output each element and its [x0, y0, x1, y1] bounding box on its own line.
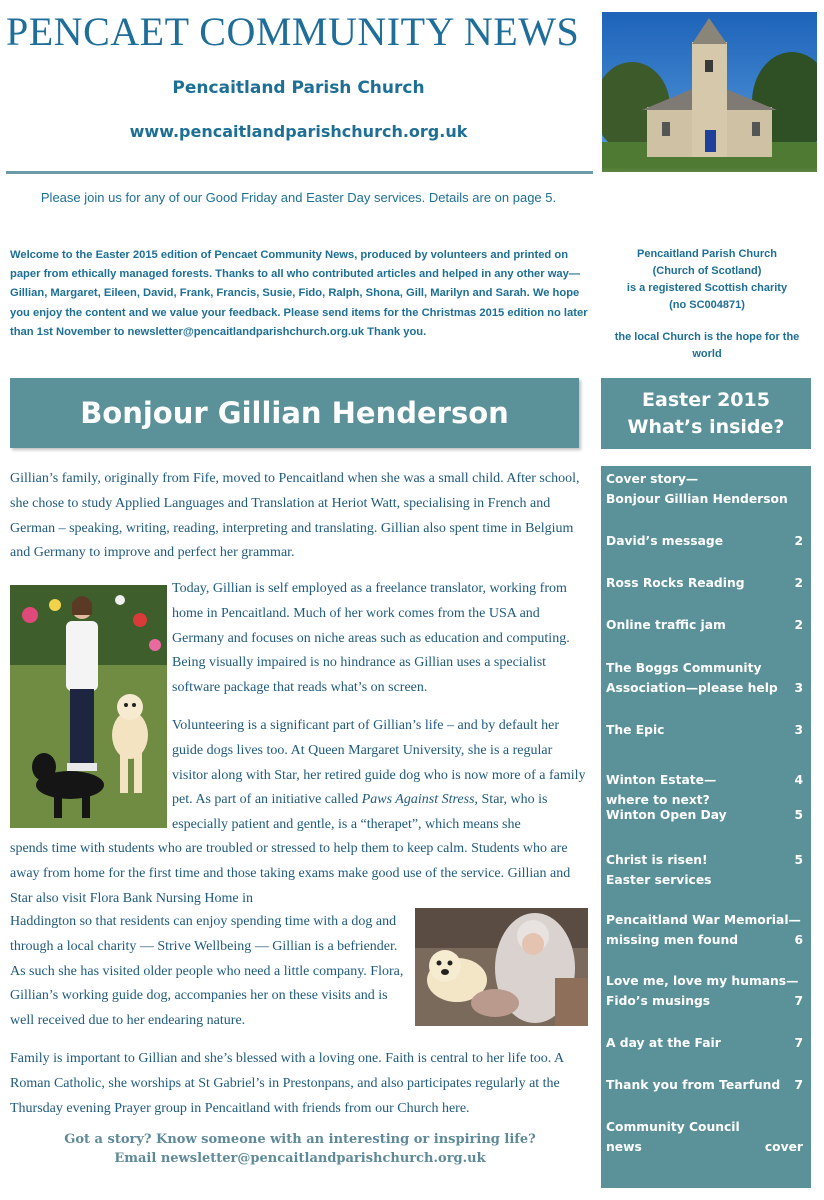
toc-item-label: David’s message: [606, 534, 724, 548]
toc-item-davids-message[interactable]: [606, 532, 803, 552]
toc-item-label: Easter services: [606, 872, 712, 887]
toc-item-cover-story[interactable]: [606, 470, 803, 509]
toc-page-number: 2: [794, 618, 803, 632]
charity-line: (no SC004871): [669, 299, 745, 311]
church-name: Pencaitland Parish Church: [172, 78, 425, 98]
toc-item-day-at-the-fair[interactable]: [606, 1034, 803, 1054]
toc-page-number: 5: [794, 808, 803, 822]
easter-notice: Please join us for any of our Good Friday and Easter Day services. Details are on page 5.: [40, 190, 557, 205]
article-headline: [10, 378, 579, 448]
charity-info: [602, 246, 812, 363]
charity-line: (Church of Scotland): [652, 265, 762, 277]
toc-item-fidos-musings[interactable]: [606, 972, 803, 1011]
website-link[interactable]: www.pencaitlandparishchurch.org.uk: [129, 122, 468, 141]
toc-item-boggs-association[interactable]: [606, 659, 803, 698]
article-paragraph: [172, 714, 588, 838]
care-home-photo: [415, 908, 588, 1026]
article-paragraph: spends time with students who are troubled or stressed to help them to keep calm. Students who are away from home for the first time and those taking exams make good use of the service. Gillian and Star also visit Flora Bank Nursing Home in: [10, 841, 571, 906]
article-paragraph: Gillian’s family, originally from Fife, moved to Pencaitland when she was a small child. After school, she chose to study Applied Languages and Translation at Heriot Watt, specialising in French and German – speaking, writing, reading, interpreting and translating. Gillian also spent time in Belgium and Germany to improve and perfect her grammar.: [10, 471, 580, 561]
initiative-name: Paws Against Stress: [361, 792, 475, 808]
article-headline-text: Bonjour Gillian Henderson: [80, 396, 509, 430]
toc-item-winton-open-day[interactable]: [606, 806, 803, 826]
church-photo: [602, 12, 817, 222]
toc-page-number: 7: [794, 1078, 803, 1092]
toc-item-online-traffic-jam[interactable]: [606, 616, 803, 636]
toc-item-label: Christ is risen!: [606, 853, 708, 867]
toc-item-label: Cover story—: [606, 472, 699, 486]
toc-item-label: Pencaitland War Memorial—: [606, 913, 801, 927]
toc-page-number: 3: [794, 680, 803, 695]
toc-item-label: A day at the Fair: [606, 1036, 721, 1050]
welcome-message: Welcome to the Easter 2015 edition of Pencaet Community News, produced by volunteers and printed on paper from ethically managed forests. Thanks to all who contributed articles and helped in any other way—Gillian, Margaret, Eileen, David, Frank, Francis, Susie, Fido, Ralph, Shona, Gill, Marilyn and Sarah. We hope you enjoy the content and we value your feedback. Please send items for the Christmas 2015 edition no later than 1st November to newsletter@pencaitlandparishchurch.org.uk Thank you.: [10, 249, 588, 338]
edition-label: Easter 2015: [642, 388, 770, 411]
toc-page-number: 6: [794, 932, 803, 947]
toc-item-label: The Epic: [606, 723, 665, 737]
toc-item-label: Bonjour Gillian Henderson: [606, 491, 788, 506]
whats-inside-header: [601, 378, 811, 449]
charity-line: Pencaitland Parish Church: [637, 248, 777, 260]
toc-item-the-epic[interactable]: [606, 721, 803, 741]
article-paragraph: Family is important to Gillian and she’s blessed with a loving one. Faith is central to her life too. A Roman Catholic, she worships at St Gabriel’s in Prestonpans, and also participates regularly at the Thursday evening Prayer group in Pencaitland with friends from our Church here.: [10, 1051, 564, 1116]
table-of-contents: [601, 466, 811, 1188]
toc-item-label: missing men found: [606, 932, 739, 947]
toc-item-winton-estate[interactable]: [606, 771, 803, 810]
whats-inside-label: What’s inside?: [627, 415, 785, 438]
toc-page-number: 2: [794, 534, 803, 548]
toc-page-number: 3: [794, 723, 803, 737]
toc-page-number: 5: [794, 853, 803, 867]
toc-item-label: Community Council: [606, 1120, 740, 1134]
toc-item-label: Love me, love my humans—: [606, 974, 799, 988]
toc-item-label: where to next?: [606, 792, 710, 807]
toc-page-number: 7: [794, 1036, 803, 1050]
cta-email[interactable]: Email newsletter@pencaitlandparishchurch.org.uk: [114, 1151, 486, 1166]
toc-item-tearfund[interactable]: [606, 1076, 803, 1096]
article-paragraph: Today, Gillian is self employed as a freelance translator, working from home in Pencaitland. Much of her work comes from the USA and Germany and focuses on niche areas such as education and computing. Being visually impaired is no hindrance as Gillian uses a specialist software package that reads what’s on screen.: [172, 581, 570, 696]
article-text: Volunteering is a significant part of Gillian’s life – and by default her guide dogs lives too. At Queen Margaret University, she is a regular visitor along with Star, her retired guide dog who is now more of a family pet. As part of an initiative called: [172, 718, 586, 808]
toc-item-community-council[interactable]: [606, 1118, 803, 1157]
toc-page-number: 7: [794, 993, 803, 1008]
toc-item-label: Winton Estate—: [606, 773, 717, 787]
charity-line: is a registered Scottish charity: [626, 282, 788, 294]
toc-page-number: 4: [794, 773, 803, 787]
toc-item-label: news: [606, 1139, 642, 1154]
toc-page-number: 2: [794, 576, 803, 590]
toc-item-label: The Boggs Community: [606, 661, 762, 675]
article-text: , Star, who is especially patient and gentle, is a “therapet”, which means she: [172, 792, 548, 833]
toc-item-christ-is-risen[interactable]: [606, 851, 803, 890]
church-motto: the local Church is the hope for the world: [614, 331, 800, 360]
gillian-with-dogs-photo: [10, 585, 167, 828]
cta-line: Got a story? Know someone with an interesting or inspiring life?: [64, 1132, 536, 1147]
story-call-to-action: [10, 1130, 590, 1168]
toc-item-label: Online traffic jam: [606, 618, 726, 632]
toc-item-label: Thank you from Tearfund: [606, 1078, 781, 1092]
article-paragraph: Haddington so that residents can enjoy spending time with a dog and through a local charity — Strive Wellbeing — Gillian is a befriender. As such she has visited older people who need a little company. Flora, Gillian’s working guide dog, accompanies her on these visits and is well received due to her endearing nature.: [10, 914, 404, 1029]
toc-page-number: cover: [764, 1139, 803, 1154]
newsletter-title: PENCAET COMMUNITY NEWS: [6, 9, 580, 54]
toc-item-label: Ross Rocks Reading: [606, 576, 745, 590]
toc-item-label: Winton Open Day: [606, 808, 727, 822]
toc-item-label: Association—please help: [606, 680, 778, 695]
header-divider: [6, 171, 593, 174]
toc-item-ross-rocks-reading[interactable]: [606, 574, 803, 594]
toc-item-war-memorial[interactable]: [606, 911, 803, 950]
toc-item-label: Fido’s musings: [606, 993, 711, 1008]
